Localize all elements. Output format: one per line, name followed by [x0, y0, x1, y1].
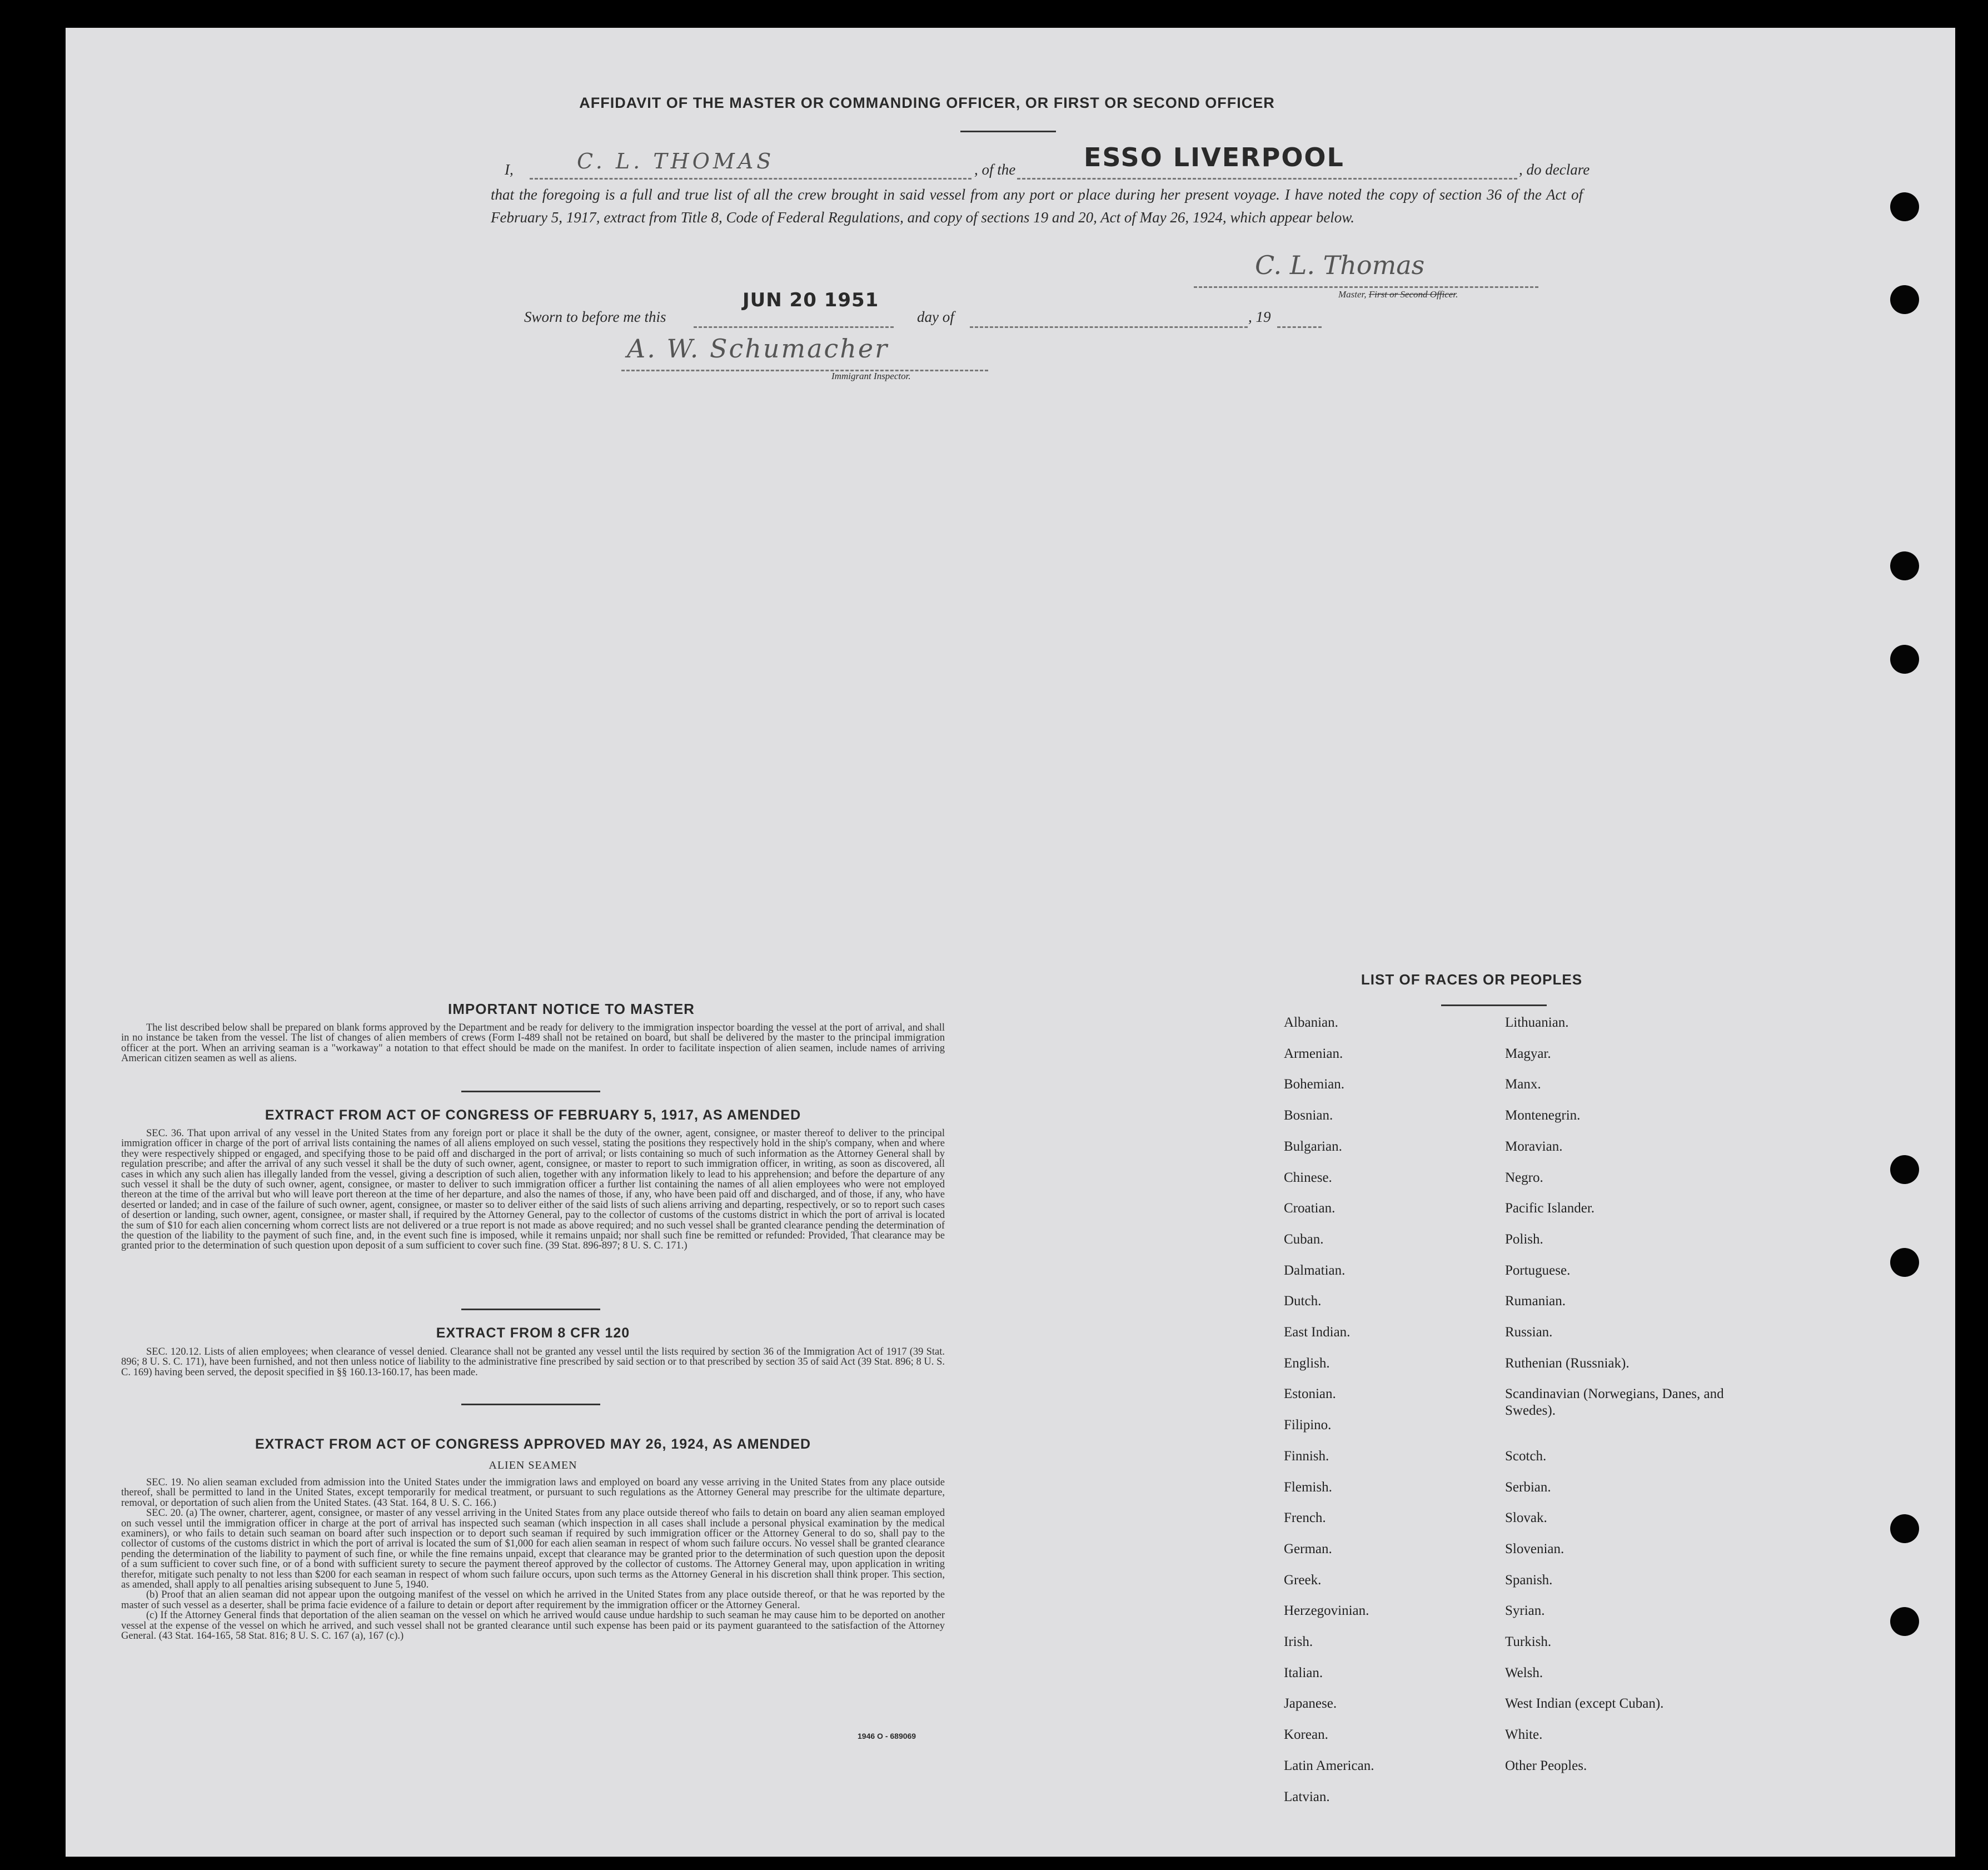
race-item: Russian. — [1505, 1325, 1553, 1340]
race-item: Magyar. — [1505, 1046, 1551, 1061]
vessel-name: ESSO LIVERPOOL — [1084, 142, 1344, 172]
binder-hole — [1890, 1155, 1919, 1184]
binder-hole — [1890, 1514, 1919, 1543]
i-label: I, — [505, 161, 514, 178]
race-item: Chinese. — [1284, 1170, 1332, 1185]
of-the-label: , of the — [974, 161, 1016, 178]
master-caption-suffix: . — [1456, 289, 1458, 300]
race-item: East Indian. — [1284, 1325, 1351, 1340]
race-item: Portuguese. — [1505, 1262, 1571, 1278]
race-item: West Indian (except Cuban). — [1505, 1696, 1664, 1712]
extract-cfr-title: EXTRACT FROM 8 CFR 120 — [436, 1325, 630, 1341]
race-item: Flemish. — [1284, 1479, 1332, 1495]
notice-paragraph: The list described below shall be prepared on blank forms approved by the Department and be ready for delivery to the immigration inspector boarding the vessel at the port of arrival, and shall in no instance be taken from the vessel. The list of changes of alien members of crews (Form I-489 shall not be retained on board, but shall be delivered by the master to the principal immigration officer at the port. When an arriving seaman is a "workaway" a notation to that effect should be made on the manifest. In order to facilitate inspection of alien seamen, include names of arriving American citizen seamen as well as aliens. — [121, 1022, 945, 1065]
race-item: French. — [1284, 1510, 1326, 1526]
master-signature: C. L. Thomas — [1255, 250, 1425, 280]
extract-1924-sec20c: (c) If the Attorney General finds that deportation of the alien seaman on the vessel on which he arrived would cause undue hardship to such seaman he may cause him to be deported on another vessel at the expense of the vessel on which he arrived, and such vessel shall not be granted clearance until such expense has been paid or its payment guaranteed to the satisfaction of the Attorney General. (43 Stat. 164-165, 58 Stat. 816; 8 U. S. C. 167 (a), 167 (c).) — [121, 1610, 945, 1642]
title-divider — [960, 131, 1056, 132]
race-item: Spanish. — [1505, 1572, 1553, 1588]
race-item: Slovak. — [1505, 1510, 1547, 1526]
race-item: Other Peoples. — [1505, 1758, 1587, 1773]
race-item: German. — [1284, 1541, 1332, 1556]
race-item: Rumanian. — [1505, 1294, 1566, 1309]
extract-1924-body — [121, 1478, 945, 1642]
race-item: Montenegrin. — [1505, 1108, 1581, 1123]
race-item: Dutch. — [1284, 1294, 1322, 1309]
sworn-year-line — [1277, 326, 1322, 328]
form-page — [66, 28, 1955, 1857]
race-item: Albanian. — [1284, 1015, 1338, 1030]
race-item: Latvian. — [1284, 1789, 1330, 1804]
extract-1917-paragraph: SEC. 36. That upon arrival of any vessel in the United States from any foreign port or place it shall be the duty of the owner, agent, consignee, or master thereof to deliver to the principal immigration officer in charge of the port of arrival lists containing the names of all aliens employed on such vessel, stating the positions they respectively hold in the ship's company, when and where they were respectively shipped or engaged, and specifying those to be paid off and discharged in the port of arrival; or lists containing so much of such information as the Attorney General shall by regulation prescribe; and after the arrival of any such vessel it shall be the duty of such owner, agent, consignee, or master to report to such immigration officer, in writing, as soon as discovered, all cases in which any such alien has illegally landed from the vessel, giving a description of such alien, together with any information likely to lead to his apprehension; and before the departure of any such vessel it shall be the duty of such owner, agent, consignee, or master to deliver to such immigration officer a further list containing the names of all alien employees who were not employed thereon at the time of the arrival but who will leave port thereon at the time of her departure, and also the names of those, if any, who have been paid off and discharged, and of those, if any, who have deserted or landed; and in case of the failure of such owner, agent, consignee, or master so to deliver either of the said lists of such aliens arriving and departing, respectively, or so to report such cases of desertion or landing, such owner, agent, consignee, or master shall, if required by the Attorney General, pay to the collector of customs of the customs district in which the port of arrival is located the sum of $10 for each alien concerning whom correct lists are not delivered or a true report is not made as above required; and no such vessel shall be granted clearance pending the determination of the question of the liability to the payment of such fine, and, in the event such fine is imposed, while it remains unpaid; nor shall such fine be remitted or refunded: Provided, That clearance may be granted prior to the determination of such question upon deposit of a sum sufficient to cover such fine. (39 Stat. 896-897; 8 U. S. C. 171.) — [121, 1128, 945, 1252]
race-item: Finnish. — [1284, 1448, 1329, 1464]
print-code: 1946 O - 689069 — [858, 1732, 916, 1740]
inspector-signature: A. W. Schumacher — [627, 334, 889, 364]
race-item: Turkish. — [1505, 1634, 1552, 1649]
extract-1917-title: EXTRACT FROM ACT OF CONGRESS OF FEBRUARY 5, 1917, AS AMENDED — [265, 1107, 801, 1123]
race-item: Ruthenian (Russniak). — [1505, 1355, 1630, 1371]
vessel-name-line — [1017, 178, 1517, 180]
race-item: Dalmatian. — [1284, 1262, 1346, 1278]
race-item: Latin American. — [1284, 1758, 1374, 1773]
master-signature-line — [1194, 286, 1538, 288]
inspector-caption: Immigrant Inspector. — [831, 371, 911, 381]
extract-1917-body — [121, 1128, 945, 1251]
declaration-text: that the foregoing is a full and true list of all the crew brought in said vessel from any port or place during her present voyage. I have noted the copy of section 36 of the Act of February 5, 1917, extract from Title 8, Code of Federal Regulations, and copy of sections 19 and 20, Act of May 26, 1924, which appear below. — [491, 186, 1583, 226]
sworn-date-stamp: JUN 20 1951 — [743, 289, 879, 311]
race-item: Croatian. — [1284, 1201, 1336, 1216]
master-caption-struck: First or Second Officer — [1368, 289, 1456, 300]
extract-cfr-divider — [461, 1404, 600, 1405]
race-item: Syrian. — [1505, 1603, 1545, 1619]
race-item: Lithuanian. — [1505, 1015, 1569, 1030]
race-item: Korean. — [1284, 1727, 1328, 1743]
master-caption — [1338, 289, 1458, 300]
race-item: Estonian. — [1284, 1386, 1336, 1402]
race-item: Serbian. — [1505, 1479, 1551, 1495]
race-item: Pacific Islander. — [1505, 1201, 1595, 1216]
officer-name-line — [530, 178, 971, 180]
race-item: Bohemian. — [1284, 1077, 1345, 1092]
races-title: LIST OF RACES OR PEOPLES — [1361, 971, 1583, 988]
race-item: Cuban. — [1284, 1231, 1324, 1247]
binder-hole — [1890, 1248, 1919, 1277]
race-item: Welsh. — [1505, 1665, 1543, 1680]
binder-hole — [1890, 192, 1919, 221]
notice-title: IMPORTANT NOTICE TO MASTER — [448, 1001, 695, 1017]
races-divider — [1441, 1004, 1547, 1006]
race-item: Irish. — [1284, 1634, 1313, 1649]
race-item: Bosnian. — [1284, 1108, 1333, 1123]
do-declare-label: , do declare — [1519, 161, 1590, 178]
extract-cfr-body — [121, 1347, 945, 1377]
race-item: Armenian. — [1284, 1046, 1343, 1061]
extract-1924-sec20a: SEC. 20. (a) The owner, charterer, agent, consignee, or master of any vessel arriving in the United States from any place outside thereof who fails to detain on board any alien seaman employed on such vessel until the immigration officer in charge at the port of arrival has inspected such seaman (which inspection in all cases shall include a personal physical examination by the medical examiners), or who fails to detain such seaman on board after such inspection or to deport such seaman if required by such immigration officer or the Attorney General to do so, shall pay to the collector of customs of the customs district in which the port of arrival is located the sum of $1,000 for each alien seaman in respect of whom such failure occurs. No vessel shall be granted clearance pending the determination of the liability to payment of such fine, or while the fine remains unpaid, except that clearance may be granted prior to the determination of such question upon the deposit of a sum sufficient to cover such fine, or of a bond with sufficient surety to secure the payment thereof approved by the collector of customs. The Attorney General may, upon application in writing therefor, mitigate such penalty to not less than $200 for each seaman in respect of whom such failure occurs, upon such terms as the Attorney General in his discretion shall think proper. This section, as amended, shall apply to all penalties arising subsequent to June 5, 1940. — [121, 1508, 945, 1591]
master-caption-prefix: Master, — [1338, 289, 1369, 300]
sworn-day-line — [694, 326, 894, 328]
sworn-month-line — [970, 326, 1248, 328]
race-item: Manx. — [1505, 1077, 1541, 1092]
year-label: , 19 — [1248, 309, 1271, 325]
race-item: Italian. — [1284, 1665, 1323, 1680]
binder-hole — [1890, 1607, 1919, 1636]
race-item: Moravian. — [1505, 1138, 1563, 1154]
affidavit-title: AFFIDAVIT OF THE MASTER OR COMMANDING OFFICER, OR FIRST OR SECOND OFFICER — [579, 95, 1275, 111]
race-item: Japanese. — [1284, 1696, 1337, 1712]
extract-1924-sec20b: (b) Proof that an alien seaman did not appear upon the outgoing manifest of the vessel on which he arrived in the United States from any place outside thereof, or that he was reported by the master of such vessel as a deserter, shall be prima facie evidence of a failure to detain or deport after requirement by the immigration officer or the Attorney General. — [121, 1589, 945, 1611]
race-item: Greek. — [1284, 1572, 1322, 1588]
sworn-label: Sworn to before me this — [524, 309, 666, 325]
race-item: Scotch. — [1505, 1448, 1547, 1464]
binder-hole — [1890, 551, 1919, 580]
extract-1924-subtitle: ALIEN SEAMEN — [489, 1459, 577, 1471]
day-of-label: day of — [917, 309, 954, 325]
race-item: White. — [1505, 1727, 1543, 1743]
officer-name-handwritten: C. L. THOMAS — [577, 149, 775, 173]
binder-hole — [1890, 645, 1919, 674]
race-item: English. — [1284, 1355, 1330, 1371]
race-item: Negro. — [1505, 1170, 1543, 1185]
extract-1924-title: EXTRACT FROM ACT OF CONGRESS APPROVED MAY 26, 1924, AS AMENDED — [255, 1436, 811, 1452]
inspector-signature-line — [621, 370, 988, 371]
notice-body — [121, 1023, 945, 1064]
race-item: Scandinavian (Norwegians, Danes, and Swedes). — [1505, 1386, 1724, 1419]
race-item: Slovenian. — [1505, 1541, 1565, 1556]
race-item: Herzegovinian. — [1284, 1603, 1369, 1619]
extract-cfr-paragraph: SEC. 120.12. Lists of alien employees; when clearance of vessel denied. Clearance shall not be granted any vessel until the lists required by section 36 of the Immigration Act of 1917 (39 Stat. 896; 8 U. S. C. 171), have been furnished, and not then unless notice of liability to the administrative fine prescribed by said section or to that prescribed by section 35 of said Act (39 Stat. 896; 8 U. S. C. 169) having been served, the deposit specified in §§ 160.13-160.17, has been made. — [121, 1346, 945, 1378]
race-item: Filipino. — [1284, 1418, 1332, 1433]
extract-1924-sec19: SEC. 19. No alien seaman excluded from admission into the United States under the immigration laws and employed on board any vesse arriving in the United States from any place outside thereof, shall be permitted to land in the United States, except temporarily for medical treatment, or pursuant to such regulations as the Attorney General may prescribe for the ultimate departure, removal, or deportation of such alien from the United States. (43 Stat. 164, 8 U. S. C. 166.) — [121, 1477, 945, 1509]
binder-hole — [1890, 285, 1919, 314]
extract-1917-divider — [461, 1309, 600, 1310]
race-item: Polish. — [1505, 1231, 1543, 1247]
notice-divider — [461, 1091, 600, 1092]
race-item: Bulgarian. — [1284, 1138, 1342, 1154]
